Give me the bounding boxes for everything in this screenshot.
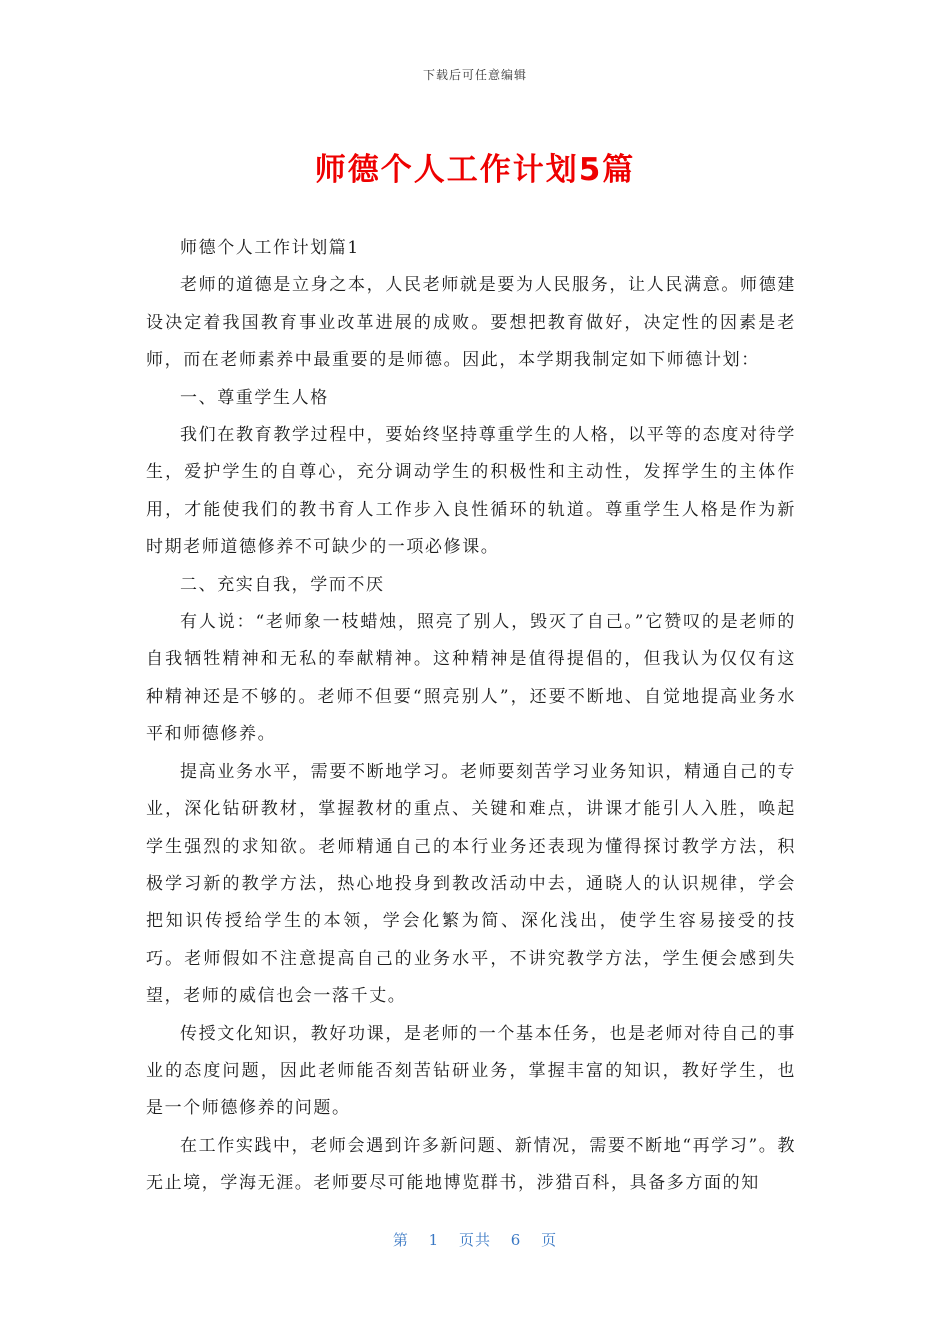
section-heading: 一、尊重学生人格 [180,387,329,408]
body-paragraph: 我们在教育教学过程中，要始终坚持尊重学生的人格，以平等的态度对待学生，爱护学生的自尊心，充分调动学生的积极性和主动性，发挥学生的主体作用，才能使我们的教书育人工作步入良性循环的轨道。尊重学生人格是作为新时期老师道德修养不可缺少的一项必修课。 [146,425,796,558]
body-paragraph: 有人说：“老师象一枝蜡烛，照亮了别人，毁灭了自己。”它赞叹的是老师的自我牺牲精神和无私的奉献精神。这种精神是值得提倡的，但我认为仅仅有这种精神还是不够的。老师不但要“照亮别人”，还要不断地、自觉地提高业务水平和师德修养。 [146,612,796,745]
body-paragraph: 提高业务水平，需要不断地学习。老师要刻苦学习业务知识，精通自己的专业，深化钻研教材，掌握教材的重点、关键和难点，讲课才能引人入胜，唤起学生强烈的求知欲。老师精通自己的本行业务还表现为懂得探讨教学方法，积极学习新的教学方法，热心地投身到教改活动中去，通晓人的认识规律，学会把知识传授给学生的本领，学会化繁为简、深化浅出，使学生容易接受的技巧。老师假如不注意提高自己的业务水平，不讲究教学方法，学生便会感到失望，老师的威信也会一落千丈。 [146,761,796,1007]
body-paragraph: 在工作实践中，老师会遇到许多新问题、新情况，需要不断地“再学习”。教无止境，学海无涯。老师要尽可能地博览群书，涉猎百科，具备多方面的知 [146,1135,796,1194]
document-title: 师德个人工作计划5篇 [314,152,636,188]
page-number-footer: 第 1 页共 6 页 [392,1231,558,1249]
body-paragraph: 传授文化知识，教好功课，是老师的一个基本任务，也是老师对待自己的事业的态度问题，因此老师能否刻苦钻研业务，掌握丰富的知识，教好学生，也是一个师德修养的问题。 [146,1023,796,1119]
body-paragraph: 老师的道德是立身之本，人民老师就是要为人民服务，让人民满意。师德建设决定着我国教育事业改革进展的成败。要想把教育做好，决定性的因素是老师，而在老师素养中最重要的是师德。因此，本学期我制定如下师德计划： [146,275,796,371]
section-heading: 师德个人工作计划篇1 [180,238,360,258]
document-body [146,230,796,1203]
section-heading: 二、充实自我，学而不厌 [180,574,385,595]
header-note: 下载后可任意编辑 [422,68,527,82]
